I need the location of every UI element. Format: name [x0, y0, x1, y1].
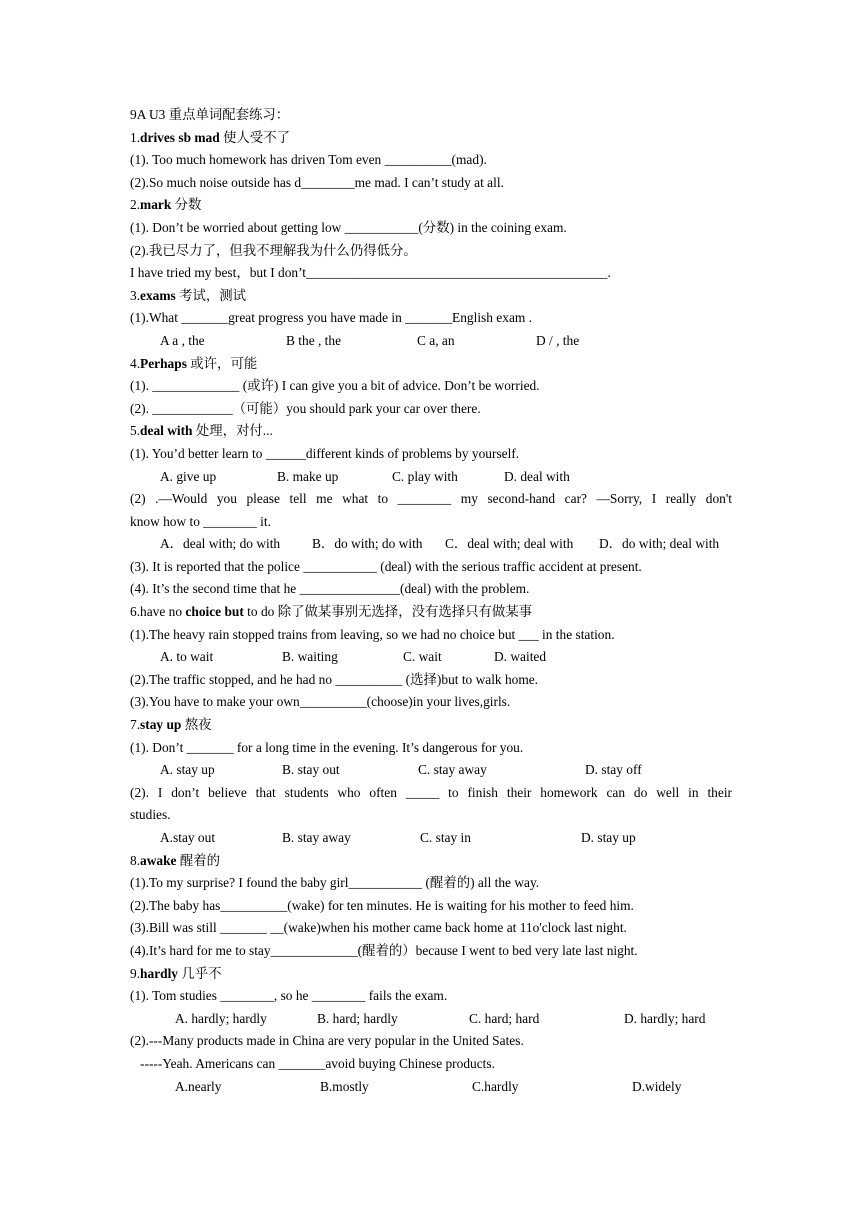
- option: B. stay away: [282, 830, 351, 845]
- option: D．do with; deal with: [599, 536, 720, 552]
- section-9-heading: [130, 963, 732, 986]
- keyword-meaning: 考试，测试: [175, 287, 247, 303]
- keyword: deal with: [140, 423, 193, 439]
- option: B. waiting: [282, 649, 338, 665]
- question: (2).我已尽力了，但我不理解我为什么仍得低分。: [130, 242, 417, 258]
- question: (2). ____________（可能）you should park your car over there.: [130, 400, 481, 416]
- question: (1).What _______great progress you have made in _______English exam .: [130, 310, 532, 326]
- keyword: drives sb mad: [140, 129, 220, 145]
- option: D. waited: [494, 649, 547, 665]
- option: A. to wait: [160, 649, 214, 665]
- section-number: 8.: [130, 852, 141, 868]
- question: (1). Don’t be worried about getting low ___________(分数) in the coining exam.: [130, 219, 567, 235]
- option: A a , the: [160, 332, 205, 348]
- question: (1). Too much homework has driven Tom even __________(mad).: [130, 152, 487, 168]
- option: C.hardly: [472, 1078, 519, 1094]
- option: A.stay out: [160, 830, 216, 845]
- question: (1). _____________ (或许) I can give you a bit of advice. Don’t be worried.: [130, 378, 540, 394]
- keyword-meaning: 分数: [171, 197, 202, 213]
- option: D. stay off: [585, 762, 642, 778]
- keyword-meaning: 醒着的: [176, 852, 221, 868]
- option: C. wait: [403, 649, 442, 665]
- option: B. stay out: [282, 762, 340, 778]
- section-number: 3.: [130, 287, 141, 303]
- question: (1).The heavy rain stopped trains from leaving, so we had no choice but ___ in the station.: [130, 626, 615, 642]
- question-continued: know how to ________ it.: [130, 513, 271, 529]
- section-4-heading: [130, 353, 732, 376]
- section-2-heading: [130, 194, 732, 217]
- section-number: 7.: [130, 717, 141, 733]
- answer-options: [130, 330, 732, 353]
- option: B the , the: [286, 332, 342, 348]
- option: A. stay up: [160, 762, 215, 778]
- question: (2). I don’t believe that students who often _____ to finish their homework can do well in their: [130, 784, 732, 800]
- answer-options: [130, 759, 732, 782]
- keyword-meaning: 熬夜: [181, 717, 212, 733]
- keyword-meaning: 处理，对付...: [192, 423, 273, 439]
- worksheet-title: 9A U3 重点单词配套练习：: [130, 107, 290, 122]
- option: D. hardly; hard: [624, 1010, 706, 1026]
- question: (1). Don’t _______ for a long time in the evening. It’s dangerous for you.: [130, 739, 524, 755]
- section-number: 5.: [130, 423, 141, 439]
- answer-options: [130, 1008, 732, 1031]
- keyword: Perhaps: [140, 355, 187, 371]
- option: B. make up: [277, 468, 339, 484]
- worksheet: [130, 104, 732, 1098]
- heading-text: to do: [243, 604, 278, 620]
- option: D.widely: [632, 1078, 682, 1094]
- keyword-meaning: 除了做某事别无选择，没有选择只有做某事: [277, 604, 533, 620]
- heading-text: 6.have no: [130, 604, 186, 620]
- section-number: 9.: [130, 965, 141, 981]
- option: A. hardly; hardly: [175, 1010, 267, 1026]
- section-number: 4.: [130, 355, 141, 371]
- keyword: stay up: [140, 717, 182, 733]
- option: D. stay up: [581, 830, 636, 845]
- option: B.mostly: [320, 1078, 369, 1094]
- keyword: mark: [140, 197, 172, 213]
- question: (3). It is reported that the police ___________ (deal) with the serious traffic accident at present.: [130, 558, 642, 574]
- keyword-meaning: 几乎不: [178, 965, 222, 981]
- option: D. deal with: [504, 468, 570, 484]
- section-1-heading: [130, 127, 732, 150]
- answer-options: [130, 1076, 732, 1099]
- keyword: hardly: [140, 965, 178, 981]
- question: I have tried my best，but I don’t_____________________________________________.: [130, 265, 611, 281]
- option: A. give up: [160, 468, 217, 484]
- keyword: awake: [140, 852, 177, 868]
- question: (2).---Many products made in China are very popular in the United Sates.: [130, 1033, 524, 1049]
- option: D / , the: [536, 332, 580, 348]
- answer-options: [130, 533, 732, 556]
- question: (1). You’d better learn to ______different kinds of problems by yourself.: [130, 445, 520, 461]
- option: B. hard; hardly: [317, 1010, 398, 1026]
- section-7-heading: [130, 714, 732, 737]
- keyword-meaning: 或许，可能: [186, 355, 258, 371]
- section-5-heading: [130, 420, 732, 443]
- option: C. play with: [392, 468, 458, 484]
- question: (4).It’s hard for me to stay_____________(醒着的）because I went to bed very late last night.: [130, 942, 638, 958]
- keyword-meaning: 使人受不了: [219, 129, 290, 145]
- option: B．do with; do with: [312, 536, 423, 552]
- question: (4). It’s the second time that he _______________(deal) with the problem.: [130, 581, 530, 597]
- answer-options: [130, 646, 732, 669]
- answer-options: [130, 827, 732, 850]
- question-continued: studies.: [130, 807, 171, 823]
- question: (1). Tom studies ________, so he ________ fails the exam.: [130, 988, 448, 1004]
- option: A．deal with; do with: [160, 536, 281, 552]
- option: C a, an: [417, 332, 455, 348]
- question-continued: -----Yeah. Americans can _______avoid buying Chinese products.: [130, 1055, 495, 1071]
- section-6-heading: [130, 601, 732, 624]
- option: A.nearly: [175, 1078, 222, 1094]
- section-number: 2.: [130, 197, 141, 213]
- section-8-heading: [130, 850, 732, 873]
- option: C. stay in: [420, 830, 471, 845]
- keyword: choice but: [185, 604, 244, 620]
- question: (2).The traffic stopped, and he had no __________ (选择)but to walk home.: [130, 671, 539, 687]
- question: (2).The baby has__________(wake) for ten minutes. He is waiting for his mother to feed him.: [130, 897, 634, 913]
- answer-options: [130, 466, 732, 489]
- section-number: 1.: [130, 129, 141, 145]
- question: (1).To my surprise? I found the baby girl___________ (醒着的) all the way.: [130, 875, 540, 891]
- keyword: exams: [140, 287, 176, 303]
- question: (2).So much noise outside has d________me mad. I can’t study at all.: [130, 174, 504, 190]
- option: C. hard; hard: [469, 1010, 540, 1026]
- section-3-heading: [130, 285, 732, 308]
- question: (3).You have to make your own__________(choose)in your lives,girls.: [130, 694, 511, 710]
- option: C. stay away: [418, 762, 487, 778]
- question: (3).Bill was still _______ __(wake)when his mother came back home at 11o'clock last night.: [130, 920, 627, 936]
- question: (2) .—Would you please tell me what to ________ my second-hand car? —Sorry, I really don't: [130, 491, 732, 507]
- option: C．deal with; deal with: [445, 536, 574, 552]
